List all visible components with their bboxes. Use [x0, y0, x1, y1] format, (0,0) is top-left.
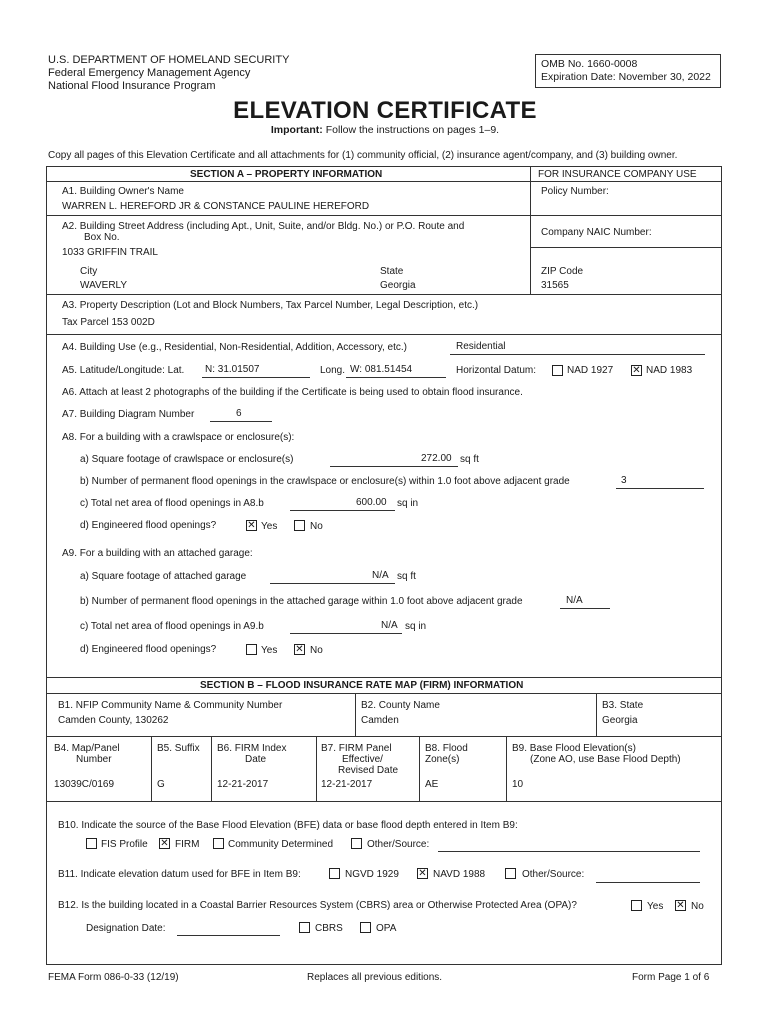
a9a-value[interactable]: N/A: [372, 570, 389, 581]
a6-label: A6. Attach at least 2 photographs of the building if the Certificate is being used to obtain flood insurance.: [62, 387, 523, 398]
a9-label: A9. For a building with an attached garage:: [62, 548, 253, 559]
a3-value[interactable]: Tax Parcel 153 002D: [62, 317, 155, 328]
firm-checkbox[interactable]: ✕: [160, 838, 169, 849]
a9a-unit: sq ft: [397, 571, 416, 582]
b5-b6-divider: [211, 736, 212, 801]
cbrs-checkbox[interactable]: [299, 922, 310, 933]
b7-label-cont: Effective/: [342, 754, 383, 765]
b4-label-cont: Number: [76, 754, 112, 765]
b2-b3-divider: [596, 693, 597, 736]
a9a-underline: [270, 583, 395, 584]
nad1983-label: NAD 1983: [646, 365, 693, 376]
b10-label: B10. Indicate the source of the Base Flood Elevation (BFE) data or base flood depth entered in Item B9:: [58, 820, 518, 831]
a5-lat-underline: [202, 377, 310, 378]
a9c-underline: [290, 633, 402, 634]
a4-value[interactable]: Residential: [456, 341, 506, 352]
a9b-label: b) Number of permanent flood openings in the attached garage within 1.0 foot above adjacent grade: [80, 596, 523, 607]
b12-no-label: No: [691, 901, 704, 912]
a9c-unit: sq in: [405, 621, 427, 632]
a3-rule: [46, 334, 722, 335]
b7-label-cont-2: Revised Date: [338, 765, 399, 776]
naic-label: Company NAIC Number:: [541, 227, 652, 238]
b1-b2-divider: [355, 693, 356, 736]
b8-label-cont: Zone(s): [425, 754, 460, 765]
b6-b7-divider: [316, 736, 317, 801]
a8d-no-label: No: [310, 521, 323, 532]
city-label: City: [80, 266, 98, 277]
b8-label: B8. Flood: [425, 743, 468, 754]
cbrs-label: CBRS: [315, 923, 343, 934]
b12-no-checkbox[interactable]: ✕: [676, 900, 685, 911]
b1-value[interactable]: Camden County, 130262: [58, 715, 169, 726]
horizontal-datum-label: Horizontal Datum:: [456, 365, 537, 376]
form-bottom-border: [46, 964, 722, 965]
a9d-yes-checkbox[interactable]: [246, 644, 257, 655]
b6-value[interactable]: 12-21-2017: [217, 779, 269, 790]
a8d-yes-checkbox[interactable]: ✕: [247, 520, 256, 531]
navd-label: NAVD 1988: [433, 869, 486, 880]
a8d-no-checkbox[interactable]: [294, 520, 305, 531]
a9d-yes-label: Yes: [261, 645, 278, 656]
opa-label: OPA: [376, 923, 397, 934]
b1-label: B1. NFIP Community Name & Community Number: [58, 700, 283, 711]
b11-label: B11. Indicate elevation datum used for BFE in Item B9:: [58, 869, 301, 880]
a9a-label: a) Square footage of attached garage: [80, 571, 247, 582]
b11-other-checkbox[interactable]: [505, 868, 516, 879]
opa-checkbox[interactable]: [360, 922, 371, 933]
form-number: FEMA Form 086-0-33 (12/19): [48, 972, 179, 983]
a7-underline: [210, 421, 272, 422]
zip-label: ZIP Code: [541, 266, 584, 277]
designation-date-label: Designation Date:: [86, 923, 166, 934]
state-label: State: [380, 266, 404, 277]
b5-value[interactable]: G: [157, 779, 165, 790]
a2-label-cont: Box No.: [84, 232, 120, 243]
b4-label: B4. Map/Panel: [54, 743, 120, 754]
omb-number: OMB No. 1660-0008: [541, 58, 638, 70]
community-determined-checkbox[interactable]: [213, 838, 224, 849]
b9-label-cont: (Zone AO, use Base Flood Depth): [530, 754, 681, 765]
b11-other-label: Other/Source:: [522, 869, 585, 880]
important-label: Important:: [270, 124, 323, 136]
a3-label: A3. Property Description (Lot and Block Numbers, Tax Parcel Number, Legal Description, etc.): [62, 300, 479, 311]
fis-profile-label: FIS Profile: [101, 839, 148, 850]
agency-block: [48, 54, 289, 93]
fis-profile-checkbox[interactable]: [86, 838, 97, 849]
a8c-value[interactable]: 600.00: [356, 497, 387, 508]
important-text: Follow the instructions on pages 1–9.: [325, 124, 500, 136]
b4-row-rule: [46, 801, 722, 802]
b6-label: B6. FIRM Index: [217, 743, 287, 754]
important-note: [0, 124, 770, 136]
a8c-label: c) Total net area of flood openings in A8.b: [80, 498, 264, 509]
other-source-label: Other/Source:: [367, 839, 430, 850]
address-rule: [46, 294, 722, 295]
state-value[interactable]: Georgia: [380, 280, 416, 291]
section-a-heading-rule: [46, 181, 722, 182]
b12-yes-label: Yes: [647, 901, 664, 912]
a1-value[interactable]: WARREN L. HEREFORD JR & CONSTANCE PAULINE HEREFORD: [62, 201, 370, 212]
b3-value[interactable]: Georgia: [602, 715, 638, 726]
a8b-value[interactable]: 3: [621, 475, 627, 486]
other-source-checkbox[interactable]: [351, 838, 362, 849]
page-number: Form Page 1 of 6: [632, 972, 710, 983]
navd-checkbox[interactable]: ✕: [418, 868, 427, 879]
b11-other-underline: [596, 882, 700, 883]
a4-label: A4. Building Use (e.g., Residential, Non-Residential, Addition, Accessory, etc.): [62, 342, 407, 353]
b12-yes-checkbox[interactable]: [631, 900, 642, 911]
a9b-underline: [560, 608, 610, 609]
b2-label: B2. County Name: [361, 700, 440, 711]
insurance-use-heading: FOR INSURANCE COMPANY USE: [538, 169, 697, 180]
agency-line-3: National Flood Insurance Program: [48, 80, 216, 92]
a5-long-value[interactable]: W: 081.51454: [350, 364, 413, 375]
a8-label: A8. For a building with a crawlspace or enclosure(s):: [62, 432, 295, 443]
nad1927-label: NAD 1927: [567, 365, 614, 376]
a2-value[interactable]: 1033 GRIFFIN TRAIL: [62, 247, 158, 258]
a9d-no-checkbox[interactable]: ✕: [295, 644, 304, 655]
a7-value[interactable]: 6: [236, 408, 242, 419]
b7-value[interactable]: 12-21-2017: [321, 779, 373, 790]
b1-row-rule: [46, 736, 722, 737]
b4-b5-divider: [151, 736, 152, 801]
b9-value[interactable]: 10: [512, 779, 524, 790]
a5-long-label: Long.: [320, 365, 346, 376]
a5-long-underline: [346, 377, 446, 378]
designation-date-underline: [177, 935, 280, 936]
a8c-underline: [290, 510, 395, 511]
a7-label: A7. Building Diagram Number: [62, 409, 195, 420]
a8c-unit: sq in: [397, 498, 419, 509]
nad1927-checkbox[interactable]: [552, 365, 563, 376]
a4-underline: [450, 354, 705, 355]
b4-value[interactable]: 13039C/0169: [54, 779, 115, 790]
form-right-border: [721, 166, 722, 964]
a9d-label: d) Engineered flood openings?: [80, 644, 217, 655]
a9c-label: c) Total net area of flood openings in A9.b: [80, 621, 264, 632]
form-top-border: [46, 166, 722, 167]
b7-b8-divider: [419, 736, 420, 801]
omb-box: [535, 54, 721, 88]
section-b-top-rule: [46, 677, 722, 678]
a8a-label: a) Square footage of crawlspace or enclosure(s): [80, 454, 294, 465]
a1-rule: [46, 215, 722, 216]
insurance-column-divider: [530, 166, 531, 294]
a8b-label: b) Number of permanent flood openings in the crawlspace or enclosure(s) within 1.0 foot above adjacent grade: [80, 476, 570, 487]
b3-label: B3. State: [602, 700, 644, 711]
a9b-value[interactable]: N/A: [566, 595, 583, 606]
zip-value[interactable]: 31565: [541, 280, 569, 291]
community-determined-label: Community Determined: [228, 839, 334, 850]
policy-number-label: Policy Number:: [541, 186, 609, 197]
b2-value[interactable]: Camden: [361, 715, 399, 726]
a8a-value[interactable]: 272.00: [421, 453, 452, 464]
b8-value[interactable]: AE: [425, 779, 439, 790]
a1-label: A1. Building Owner's Name: [62, 186, 184, 197]
copy-instruction: Copy all pages of this Elevation Certificate and all attachments for (1) community official, (2) insurance agent/company, and (3) building owner.: [48, 150, 678, 161]
a9c-value[interactable]: N/A: [381, 620, 398, 631]
ngvd-label: NGVD 1929: [345, 869, 399, 880]
agency-line-1: U.S. DEPARTMENT OF HOMELAND SECURITY: [48, 54, 290, 66]
city-value[interactable]: WAVERLY: [80, 280, 128, 291]
b6-label-cont: Date: [245, 754, 267, 765]
nad1983-checkbox[interactable]: ✕: [632, 365, 641, 376]
section-b-heading-rule: [46, 693, 722, 694]
ngvd-checkbox[interactable]: [329, 868, 340, 879]
form-left-border: [46, 166, 47, 964]
b9-label: B9. Base Flood Elevation(s): [512, 743, 636, 754]
page-title: ELEVATION CERTIFICATE: [233, 97, 537, 124]
a8d-label: d) Engineered flood openings?: [80, 520, 217, 531]
replaces-note: Replaces all previous editions.: [307, 972, 443, 983]
agency-line-2: Federal Emergency Management Agency: [48, 67, 251, 79]
b8-b9-divider: [506, 736, 507, 801]
a8b-underline: [616, 488, 704, 489]
a8d-yes-label: Yes: [261, 521, 278, 532]
b5-label: B5. Suffix: [157, 743, 200, 754]
other-source-underline: [438, 851, 700, 852]
section-a-heading: SECTION A – PROPERTY INFORMATION: [190, 169, 383, 180]
expiration-date: Expiration Date: November 30, 2022: [541, 71, 711, 83]
b7-label: B7. FIRM Panel: [321, 743, 392, 754]
firm-label: FIRM: [175, 839, 200, 850]
a8a-unit: sq ft: [460, 454, 479, 465]
a5-label: A5. Latitude/Longitude: Lat.: [62, 365, 185, 376]
a2-label: A2. Building Street Address (including Apt., Unit, Suite, and/or Bldg. No.) or P.O. Route and: [62, 221, 465, 232]
a9d-no-label: No: [310, 645, 323, 656]
b12-label: B12. Is the building located in a Coastal Barrier Resources System (CBRS) area or Otherwise Protected Area (OPA)?: [58, 900, 577, 911]
a8a-underline: [330, 466, 458, 467]
section-b-heading: SECTION B – FLOOD INSURANCE RATE MAP (FIRM) INFORMATION: [200, 680, 524, 691]
a5-lat-value[interactable]: N: 31.01507: [205, 364, 260, 375]
naic-rule: [530, 247, 722, 248]
